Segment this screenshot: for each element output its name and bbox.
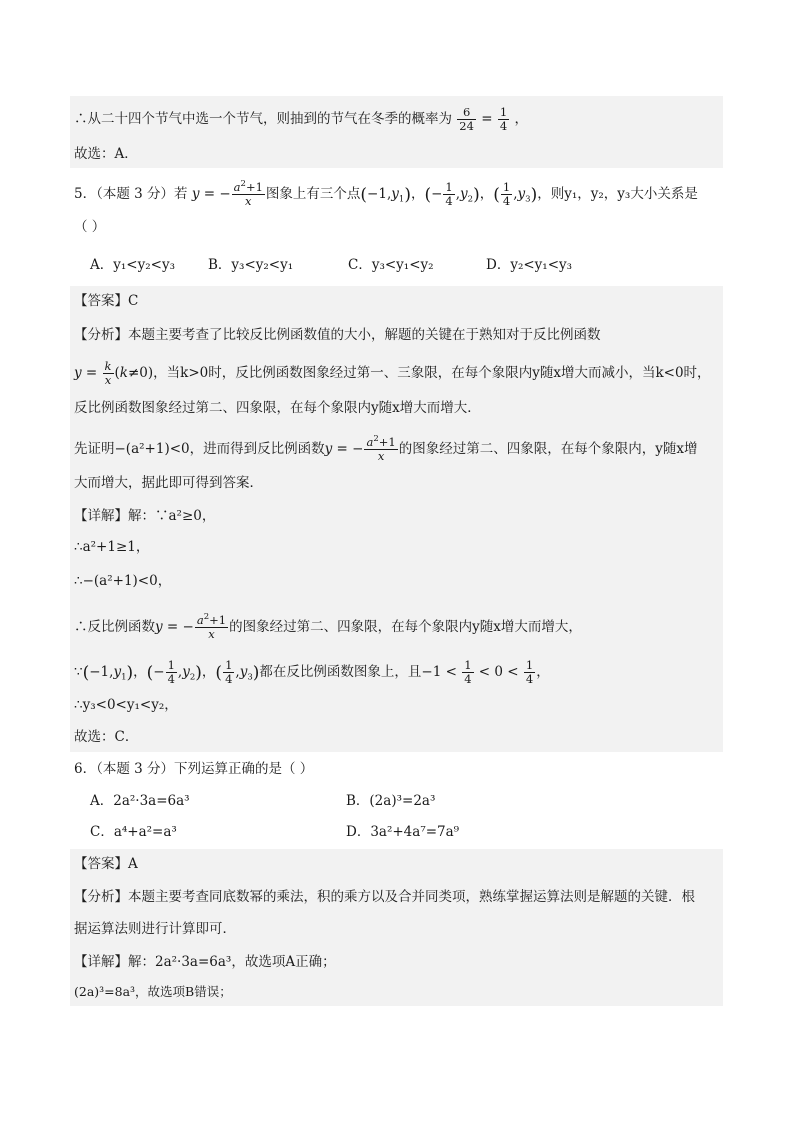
fraction-1-4: $\frac{1}{4}$ <box>499 105 508 133</box>
q6-option-c[interactable]: C．a⁴+a²=a³ <box>90 824 177 840</box>
q5-detail-1: 【详解】解：∵a²≥0， <box>74 508 216 524</box>
q6-analysis-2: 据运算法则进行计算即可． <box>74 921 236 937</box>
q6-detail-1: 【详解】解：2a²·3a=6a³，故选项A正确； <box>74 954 336 970</box>
q5-analysis-1: 【分析】本题主要考查了比较反比例函数值的大小，解题的关键在于熟知对于反比例函数 <box>74 327 601 343</box>
q6-option-a[interactable]: A．2a²·3a=6a³ <box>90 793 190 809</box>
q6-stem: 6．（本题 3 分）下列运算正确的是（ ） <box>74 761 314 777</box>
q5-blank-paren: （ ） <box>74 219 106 235</box>
q5-detail-7: 故选：C． <box>74 729 139 745</box>
q6-analysis-1: 【分析】本题主要考查同底数幂的乘法，积的乘方以及合并同类项，熟练掌握运算法则是解题的关键．根 <box>74 889 695 905</box>
q5-option-b[interactable]: B．y₃<y₂<y₁ <box>208 257 294 273</box>
q5-analysis-3: 反比例函数图象经过第二、四象限，在每个象限内y随x增大而增大． <box>74 400 481 416</box>
q5-answer: 【答案】C <box>74 293 139 309</box>
q6-answer: 【答案】A <box>74 856 138 872</box>
q5-option-a[interactable]: A．y₁<y₂<y₃ <box>90 257 175 273</box>
q5-detail-3: ∴−(a²+1)<0， <box>74 573 172 589</box>
q5-option-c[interactable]: C．y₃<y₁<y₂ <box>348 257 434 273</box>
q5-analysis-5: 大而增大，据此即可得到答案． <box>74 475 263 491</box>
fraction-6-24: $\frac{6}{24}$ <box>459 105 474 133</box>
q5-detail-4: ∴反比例函数y = − $\frac{a^2+1}{x}$ 的图象经过第二、四象限，在每个象限内y随x增大而增大， <box>74 612 582 641</box>
q5-analysis-2: y = $\frac{k}{x}$ (k≠0)，当k>0时，反比例函数图象经过第一、三象限，在每个象限内y随x增大而减小，当k<0时， <box>74 359 711 387</box>
fraction-a2plus1-over-x: $\frac{a^2+1}{x}$ <box>233 179 263 208</box>
q5-analysis-4: 先证明−(a²+1)<0，进而得到反比例函数y = − $\frac{a^2+1}{x}$ 的图象经过第二、四象限，在每个象限内，y随x增 <box>74 434 698 463</box>
q4-choice: 故选：A． <box>74 146 138 162</box>
q6-detail-2: (2a)³=8a³，故选项B错误； <box>74 984 232 999</box>
q6-option-d[interactable]: D．3a²+4a⁷=7a⁹ <box>346 824 460 840</box>
q5-detail-6: ∴y₃<0<y₁<y₂， <box>74 697 178 713</box>
q5-option-d[interactable]: D．y₂<y₁<y₃ <box>486 257 573 273</box>
q5-stem: 5．（本题 3 分）若 y = − $\frac{a^2+1}{x}$ 图象上有三个点$(-1,y_1)$，(− $\frac{1}{4}$ $,y_2$)，( $\frac{1}{4}$ $,y_3$)，则y₁，y₂，y₃大小关系是 <box>74 179 698 208</box>
q5-detail-2: ∴a²+1≥1， <box>74 539 150 555</box>
q4-conclusion-line: ∴从二十四个节气中选一个节气，则抽到的节气在冬季的概率为 $\frac{6}{24}$ = $\frac{1}{4}$ ， <box>74 105 528 133</box>
q6-option-b[interactable]: B．(2a)³=2a³ <box>346 793 436 809</box>
q5-detail-5: $\because(-1,y_1)$，(− $\frac{1}{4}$ $,y_2$)，( $\frac{1}{4}$ $,y_3$)都在反比例函数图象上，且−1 < $\frac{1}{4}$ < 0 < $\frac{1}{4}$ ， <box>74 658 550 686</box>
q4-conclusion-text: ∴从二十四个节气中选一个节气，则抽到的节气在冬季的概率为 <box>74 111 452 127</box>
